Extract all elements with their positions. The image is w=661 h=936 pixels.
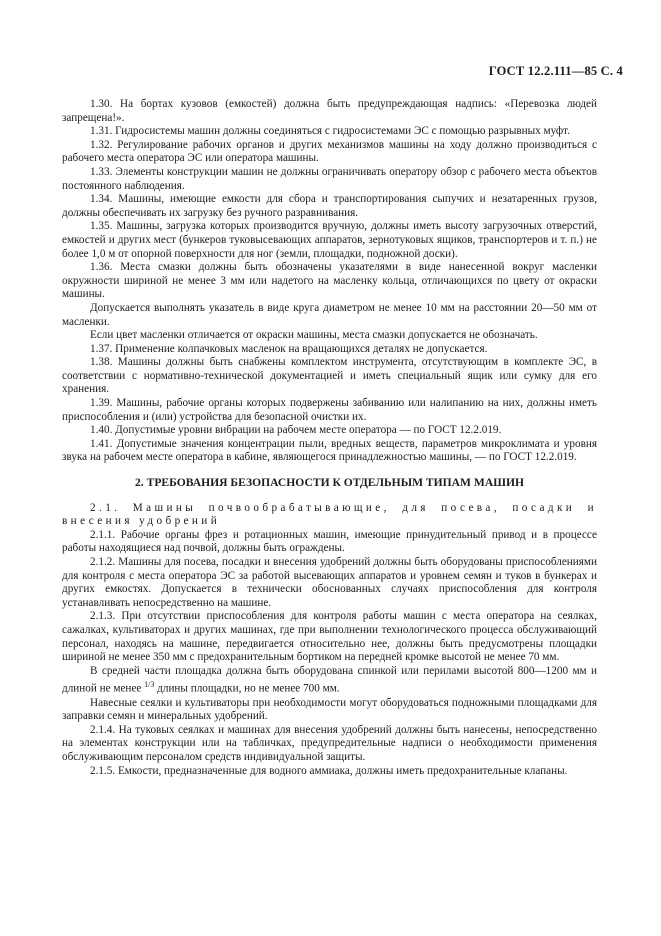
paragraph-2-1-5: 2.1.5. Емкости, предназначенные для водного аммиака, должны иметь предохранительные клапаны.	[90, 764, 568, 777]
paragraph-1-32: 1.32. Регулирование рабочих органов и других механизмов машины на ходу должно производиться с рабочего места оператора ЭС или оператора машины.	[62, 138, 597, 165]
paragraph-1-35: 1.35. Машины, загрузка которых производится вручную, должны иметь высоту загрузочных отверстий, емкостей и других мест (бункеров туковысевающих аппаратов, зернотуковых ящиков, транспортеров и т. п.) не более 1,0 м от опорной поверхности для ног (земли, площадки, подножной доски).	[62, 220, 597, 260]
paragraph-1-38: 1.38. Машины должны быть снабжены комплектом инструмента, отсутствующим в комплекте ЭС, в соответствии с нормативно-технической документацией и иметь специальный ящик или сумку для его хранения.	[62, 356, 597, 396]
document-body	[62, 98, 597, 778]
paragraph-1-30: 1.30. На бортах кузовов (емкостей) должна быть предупреждающая надпись: «Перевозка людей запрещена!».	[62, 98, 597, 124]
paragraph-2-1-4: 2.1.4. На туковых сеялках и машинах для внесения удобрений должны быть нанесены, непосредственно на элементах конструкции или на табличках, предупредительные надписи о необходимости применения обслуживающим персоналом средств индивидуальной защиты.	[62, 723, 597, 764]
paragraph-1-33: 1.33. Элементы конструкции машин не должны ограничивать оператору обзор с рабочего места объектов постоянного наблюдения.	[62, 165, 597, 192]
paragraph-2-1-1: 2.1.1. Рабочие органы фрез и ротационных машин, имеющие принудительный привод и в процессе работы находящиеся над почвой, должны быть ограждены.	[62, 528, 597, 555]
paragraph-2-1-3-platform	[62, 665, 597, 697]
paragraph-1-37: 1.37. Применение колпачковых масленок на вращающихся деталях не допускается.	[90, 342, 488, 355]
paragraph-2-1-2: 2.1.2. Машины для посева, посадки и внесения удобрений должны быть оборудованы приспособлениями для контроля с места оператора ЭС за работой высевающих аппаратов и уровнем семян и туков в бункерах и других емкостях. Допускается в технически обоснованных случаях приспособления для контроля устанавливать непосредственно на машине.	[62, 556, 597, 609]
page-header: ГОСТ 12.2.111—85 С. 4	[488, 64, 623, 78]
paragraph-1-36-note-a: Допускается выполнять указатель в виде круга диаметром не менее 10 мм на расстоянии 20—50 мм от масленки.	[62, 301, 597, 328]
paragraph-1-40: 1.40. Допустимые уровни вибрации на рабочем месте оператора — по ГОСТ 12.2.019.	[90, 424, 502, 437]
platform-text-start: В средней части площадка должна быть оборудована спинкой или перилами высотой 800—1200 мм и длиной не менее	[62, 664, 597, 696]
paragraph-2-1-3-note: Навесные сеялки и культиваторы при необходимости могут оборудоваться подножными площадками для заправки семян и минеральных удобрений.	[62, 696, 597, 723]
section-title: 2. ТРЕБОВАНИЯ БЕЗОПАСНОСТИ К ОТДЕЛЬНЫМ ТИПАМ МАШИН	[135, 476, 524, 490]
one-third-fraction: 1/3	[144, 680, 155, 690]
paragraph-1-39: 1.39. Машины, рабочие органы которых подвержены забиванию или налипанию на них, должны иметь приспособления и (или) устройства для безопасной очистки их.	[62, 397, 597, 423]
subsection-heading-2-1: 2.1. Машины почвообрабатывающие, для посева, посадки и внесения удобрений	[62, 501, 597, 528]
paragraph-1-36-note-b: Если цвет масленки отличается от окраски машины, места смазки допускается не обозначать.	[90, 329, 538, 342]
paragraph-1-36: 1.36. Места смазки должны быть обозначены указателями в виде нанесенной вокруг масленки окружности шириной не менее 3 мм или надетого на масленку кольца, отличающихся по цвету от окраски машины.	[62, 261, 597, 301]
platform-text-end: длины площадки, но не менее 700 мм.	[157, 683, 340, 696]
paragraph-1-34: 1.34. Машины, имеющие емкости для сбора и транспортирования сыпучих и незатаренных грузов, должны обеспечивать их загрузку без ручного разравнивания.	[62, 193, 597, 219]
paragraph-2-1-3: 2.1.3. При отсутствии приспособления для контроля работы машин с места оператора на сеялках, сажалках, культиваторах и других машинах, где при выполнении технологического процесса обслуживающий персонал, находясь на машине, передвигается относительно нее, должны быть предусмотрены площадки шириной не менее 350 мм с предохранительным бортиком на передней кромке высотой не менее 70 мм.	[62, 610, 597, 664]
paragraph-1-41: 1.41. Допустимые значения концентрации пыли, вредных веществ, параметров микроклимата и уровня звука на рабочем месте оператора в кабине, являющегося принадлежностью машины, — по ГОСТ 12.2.019.	[62, 437, 597, 464]
paragraph-1-31: 1.31. Гидросистемы машин должны соединяться с гидросистемами ЭС с помощью разрывных муфт.	[90, 125, 571, 138]
